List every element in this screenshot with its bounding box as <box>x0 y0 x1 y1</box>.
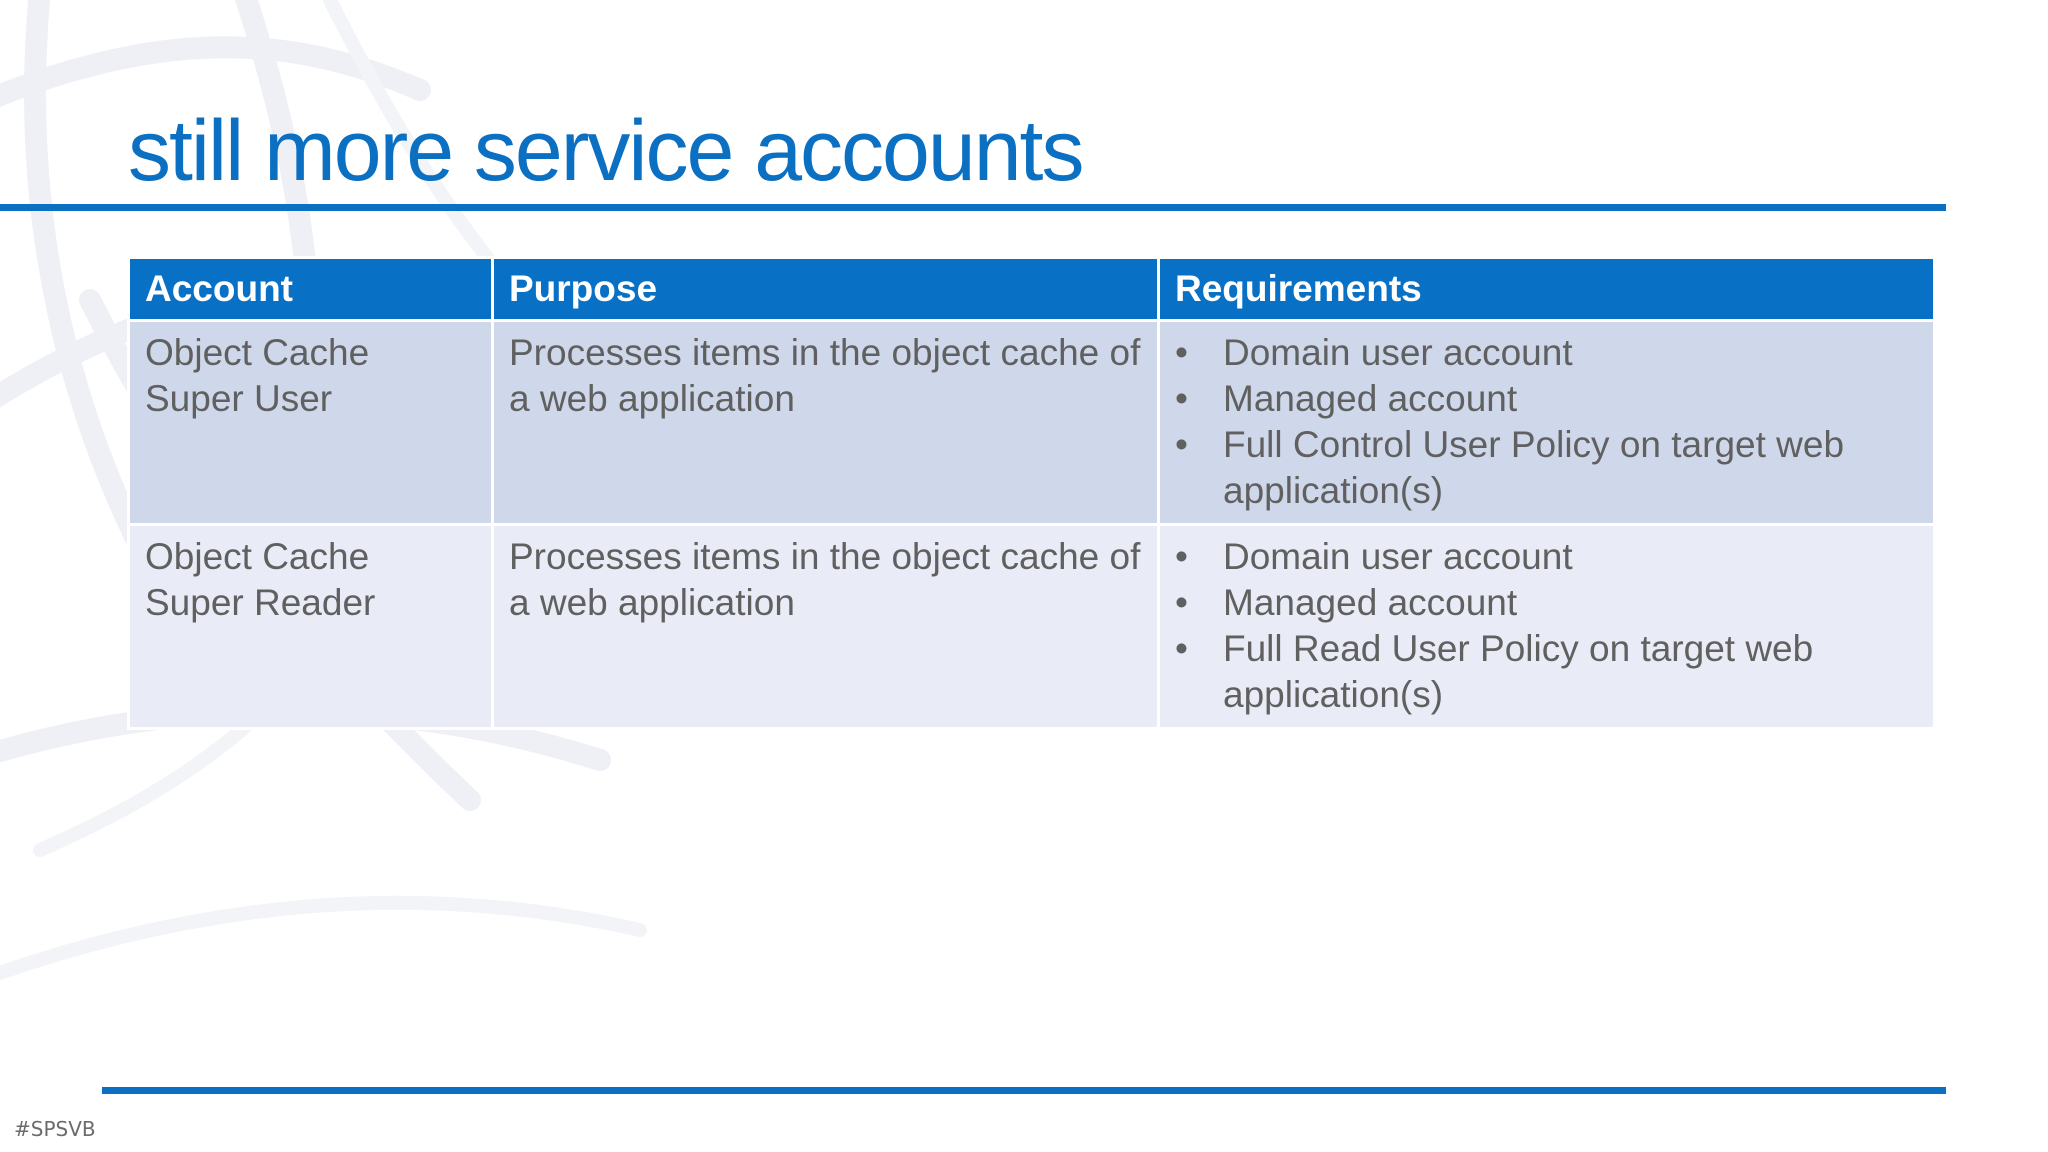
requirements-cell <box>1159 321 1935 525</box>
event-hashtag: #SPSVB <box>14 1117 96 1141</box>
title-divider <box>0 204 1946 211</box>
account-cell: Object Cache Super Reader <box>129 525 493 729</box>
table-row <box>129 321 1935 525</box>
requirements-list <box>1175 534 1918 718</box>
list-item <box>1175 376 1918 422</box>
footer-divider <box>102 1087 1946 1094</box>
table-header-row <box>129 258 1935 321</box>
requirement-text: Domain user account <box>1223 536 1573 577</box>
requirements-cell <box>1159 525 1935 729</box>
requirement-text: Full Read User Policy on target web application(s) <box>1223 628 1814 715</box>
list-item <box>1175 580 1918 626</box>
page-title: still more service accounts <box>128 103 1083 199</box>
header-purpose: Purpose <box>493 258 1159 321</box>
bullet-icon: • <box>1175 628 1188 669</box>
header-requirements: Requirements <box>1159 258 1935 321</box>
list-item <box>1175 422 1918 514</box>
requirements-list <box>1175 330 1918 514</box>
account-cell: Object Cache Super User <box>129 321 493 525</box>
list-item <box>1175 626 1918 718</box>
table-row <box>129 525 1935 729</box>
bullet-icon: • <box>1175 536 1188 577</box>
service-accounts-table <box>127 256 1936 730</box>
bullet-icon: • <box>1175 378 1188 419</box>
requirement-text: Managed account <box>1223 582 1518 623</box>
bullet-icon: • <box>1175 424 1188 465</box>
purpose-cell: Processes items in the object cache of a web application <box>493 321 1159 525</box>
list-item <box>1175 330 1918 376</box>
list-item <box>1175 534 1918 580</box>
requirement-text: Full Control User Policy on target web application(s) <box>1223 424 1845 511</box>
bullet-icon: • <box>1175 582 1188 623</box>
header-account: Account <box>129 258 493 321</box>
bullet-icon: • <box>1175 332 1188 373</box>
purpose-cell: Processes items in the object cache of a web application <box>493 525 1159 729</box>
requirement-text: Managed account <box>1223 378 1518 419</box>
requirement-text: Domain user account <box>1223 332 1573 373</box>
